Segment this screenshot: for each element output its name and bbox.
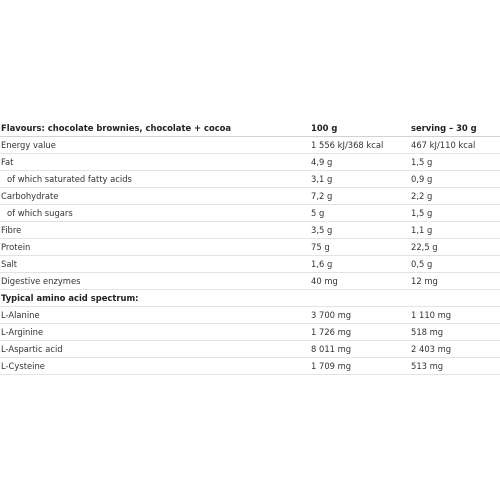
per-serving-value: 22,5 g — [409, 239, 500, 256]
table-header-row — [0, 120, 500, 137]
per-100g-value: 40 mg — [309, 273, 409, 290]
per-serving-value: 1 110 mg — [409, 307, 500, 324]
empty-cell — [309, 290, 409, 307]
per-serving-header: serving – 30 g — [409, 120, 500, 137]
amino-acid-label: L-Arginine — [0, 324, 309, 341]
table-row — [0, 239, 500, 256]
table-row — [0, 205, 500, 222]
per-serving-value: 0,9 g — [409, 171, 500, 188]
nutrient-label: Fibre — [0, 222, 309, 239]
table-row — [0, 171, 500, 188]
per-100g-value: 3 700 mg — [309, 307, 409, 324]
table-row — [0, 137, 500, 154]
per-serving-value: 1,5 g — [409, 154, 500, 171]
amino-acid-label: L-Alanine — [0, 307, 309, 324]
table-row — [0, 256, 500, 273]
nutrient-label: Energy value — [0, 137, 309, 154]
per-100g-value: 3,5 g — [309, 222, 409, 239]
flavours-header: Flavours: chocolate brownies, chocolate + cocoa — [0, 120, 309, 137]
per-serving-value: 2 403 mg — [409, 341, 500, 358]
amino-acid-label: L-Aspartic acid — [0, 341, 309, 358]
table-row — [0, 324, 500, 341]
table-row — [0, 358, 500, 375]
nutrient-label: Digestive enzymes — [0, 273, 309, 290]
table-row — [0, 154, 500, 171]
per-100g-value: 3,1 g — [309, 171, 409, 188]
nutrient-label: of which sugars — [0, 205, 309, 222]
table-row — [0, 273, 500, 290]
amino-acid-section-title: Typical amino acid spectrum: — [0, 290, 309, 307]
per-serving-value: 1,5 g — [409, 205, 500, 222]
table-row — [0, 222, 500, 239]
per-serving-value: 1,1 g — [409, 222, 500, 239]
per-100g-value: 8 011 mg — [309, 341, 409, 358]
table-row — [0, 188, 500, 205]
amino-acid-label: L-Cysteine — [0, 358, 309, 375]
per-serving-value: 513 mg — [409, 358, 500, 375]
nutrient-label: Carbohydrate — [0, 188, 309, 205]
nutrition-table — [0, 120, 500, 375]
per-serving-value: 518 mg — [409, 324, 500, 341]
per-100g-value: 75 g — [309, 239, 409, 256]
per-serving-value: 2,2 g — [409, 188, 500, 205]
amino-acid-section-row — [0, 290, 500, 307]
per-100g-value: 1 726 mg — [309, 324, 409, 341]
nutrient-label: Protein — [0, 239, 309, 256]
per-100g-value: 4,9 g — [309, 154, 409, 171]
nutrient-label: of which saturated fatty acids — [0, 171, 309, 188]
per-100g-value: 1 556 kJ/368 kcal — [309, 137, 409, 154]
empty-cell — [409, 290, 500, 307]
per-100g-value: 1,6 g — [309, 256, 409, 273]
nutrient-label: Salt — [0, 256, 309, 273]
per-100g-value: 7,2 g — [309, 188, 409, 205]
per-100g-value: 1 709 mg — [309, 358, 409, 375]
table-row — [0, 341, 500, 358]
per-100g-header: 100 g — [309, 120, 409, 137]
per-100g-value: 5 g — [309, 205, 409, 222]
per-serving-value: 0,5 g — [409, 256, 500, 273]
nutrient-label: Fat — [0, 154, 309, 171]
per-serving-value: 12 mg — [409, 273, 500, 290]
table-row — [0, 307, 500, 324]
per-serving-value: 467 kJ/110 kcal — [409, 137, 500, 154]
